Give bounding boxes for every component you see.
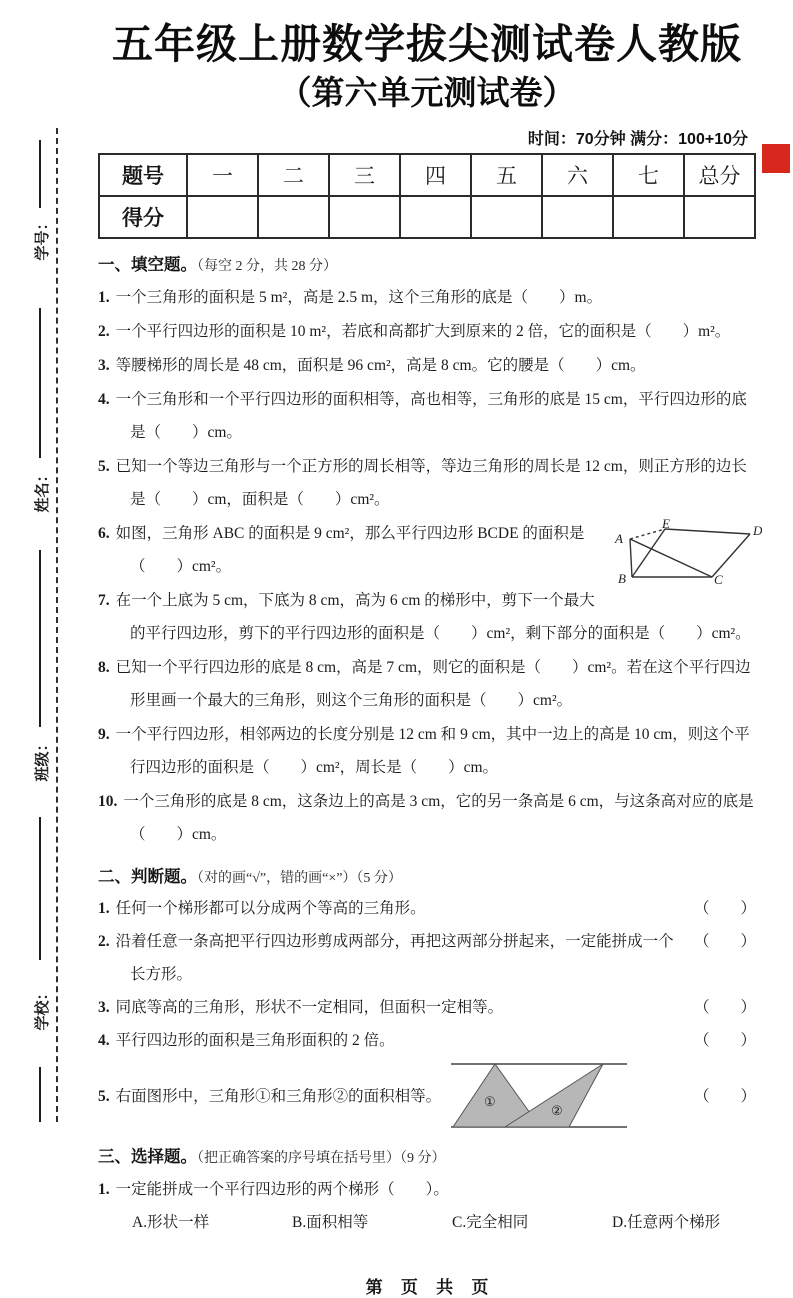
question-text: 一个三角形和一个平行四边形的面积相等，高也相等，三角形的底是 15 cm，平行四边形的底是（ ）cm。 xyxy=(115,391,747,441)
judge-question-3 xyxy=(98,991,756,1024)
question-number: 4. xyxy=(98,391,110,408)
section-judge-title: 二、判断题。 xyxy=(98,867,197,886)
question-number: 9. xyxy=(98,726,110,743)
judge-question-4 xyxy=(98,1024,756,1057)
fill-question-1 xyxy=(98,281,756,314)
question-text: 沿着任意一条高把平行四边形剪成两部分，再把这两部分拼起来，一定能拼成一个长方形。 xyxy=(115,933,674,983)
score-cell xyxy=(400,196,471,238)
question-text: 右面图形中，三角形①和三角形②的面积相等。 xyxy=(115,1087,442,1105)
point-a-label: A xyxy=(615,531,623,546)
option-d: D.任意两个梯形 xyxy=(612,1214,721,1231)
page-title: 五年级上册数学拔尖测试卷人教版 xyxy=(112,21,742,67)
score-table xyxy=(98,153,756,239)
bottom-line xyxy=(39,1067,41,1122)
choice-options xyxy=(98,1206,756,1239)
question-number: 2. xyxy=(98,323,110,340)
score-row-label: 得分 xyxy=(99,196,187,238)
score-table-score-row xyxy=(99,196,755,238)
option-c: C.完全相同 xyxy=(452,1214,529,1231)
question-number: 1. xyxy=(98,1181,110,1198)
question-number: 3. xyxy=(98,999,110,1016)
question-text: 已知一个等边三角形与一个正方形的周长相等，等边三角形的周长是 12 cm，则正方形的边长是（ ）cm，面积是（ ）cm²。 xyxy=(115,458,747,508)
answer-bracket: （ ） xyxy=(693,900,756,917)
score-cell xyxy=(613,196,684,238)
question-number: 5. xyxy=(98,458,110,475)
question-text: 在一个上底为 5 cm，下底为 8 cm，高为 6 cm 的梯形中，剪下一个最大的平行四边形，剪下的平行四边形的面积是（ ）cm²，剩下部分的面积是（ ）cm²。 xyxy=(115,592,751,642)
fill-question-9 xyxy=(98,718,756,784)
question-number: 3. xyxy=(98,357,110,374)
question-number: 5. xyxy=(98,1087,110,1105)
exam-paper xyxy=(98,18,762,1298)
school-label: 学校： xyxy=(35,985,51,1031)
question-text: 一定能拼成一个平行四边形的两个梯形（ ）。 xyxy=(115,1181,449,1198)
question-text: 一个三角形的面积是 5 m²，高是 2.5 m，这个三角形的底是（ ）m。 xyxy=(115,289,603,306)
exam-info: 时间：70分钟 满分：100+10分 xyxy=(527,131,748,148)
score-cell xyxy=(329,196,400,238)
score-col-total: 总分 xyxy=(684,154,755,196)
fill-question-7 xyxy=(98,584,756,650)
score-table-header-label: 题号 xyxy=(99,154,187,196)
section-choice-heading xyxy=(98,1144,756,1172)
answer-bracket: （ ） xyxy=(693,1087,756,1105)
score-col-5: 五 xyxy=(471,154,542,196)
question-number: 10. xyxy=(98,793,118,810)
judge-question-5 xyxy=(98,1061,756,1131)
question-number: 8. xyxy=(98,659,110,676)
score-col-4: 四 xyxy=(400,154,471,196)
choice-question-1 xyxy=(98,1173,756,1206)
dashed-separator xyxy=(56,128,58,1122)
name-line xyxy=(39,308,41,458)
score-cell xyxy=(542,196,613,238)
fill-question-6 xyxy=(98,517,762,585)
parallelogram-figure xyxy=(610,519,762,585)
option-b: B.面积相等 xyxy=(292,1214,369,1231)
class-label: 班级： xyxy=(35,736,51,782)
page-subtitle: （第六单元测试卷） xyxy=(278,74,576,111)
name-label: 姓名： xyxy=(35,467,51,513)
question-number: 2. xyxy=(98,933,110,950)
class-line xyxy=(39,550,41,727)
score-cell xyxy=(187,196,258,238)
question-text: 同底等高的三角形，形状不一定相同，但面积一定相等。 xyxy=(115,999,504,1016)
answer-bracket: （ ） xyxy=(693,999,756,1016)
question-text: 任何一个梯形都可以分成两个等高的三角形。 xyxy=(115,900,426,917)
question-number: 4. xyxy=(98,1032,110,1049)
point-c-label: C xyxy=(714,572,723,585)
section-judge-note: （对的画“√”，错的画“×”）（5 分） xyxy=(197,871,402,886)
fill-question-2 xyxy=(98,315,756,348)
section-fill-note: （每空 2 分，共 28 分） xyxy=(197,259,337,274)
score-col-3: 三 xyxy=(329,154,400,196)
point-e-label: E xyxy=(662,519,670,531)
section-fill-title: 一、填空题。 xyxy=(98,255,197,274)
option-a: A.形状一样 xyxy=(132,1214,210,1231)
question-text: 一个三角形的底是 8 cm，这条边上的高是 3 cm，它的另一条高是 6 cm，与这条高对应的底是（ ）cm。 xyxy=(123,793,754,843)
section-judge-heading xyxy=(98,864,756,892)
section-choice-note: （把正确答案的序号填在括号里）（9 分） xyxy=(197,1151,446,1166)
question-text: 一个平行四边形，相邻两边的长度分别是 12 cm 和 9 cm，其中一边上的高是 10 cm，则这个平行四边形的面积是（ ）cm²，周长是（ ）cm。 xyxy=(115,726,750,776)
score-cell xyxy=(471,196,542,238)
student-number-line xyxy=(39,140,41,208)
question-text: 一个平行四边形的面积是 10 m²，若底和高都扩大到原来的 2 倍，它的面积是（ ）m²。 xyxy=(115,323,731,340)
section-choice-title: 三、选择题。 xyxy=(98,1147,197,1166)
question-text: 平行四边形的面积是三角形面积的 2 倍。 xyxy=(115,1032,395,1049)
answer-bracket: （ ） xyxy=(693,933,756,950)
score-table-header-row xyxy=(99,154,755,196)
fill-question-4 xyxy=(98,383,756,449)
score-col-2: 二 xyxy=(258,154,329,196)
fill-question-5 xyxy=(98,450,756,516)
red-stamp-marker xyxy=(762,144,790,173)
triangle-2-label: ② xyxy=(551,1103,563,1118)
score-col-7: 七 xyxy=(613,154,684,196)
score-cell xyxy=(258,196,329,238)
question-text: 如图，三角形 ABC 的面积是 9 cm²，那么平行四边形 BCDE 的面积是（ ）cm²。 xyxy=(115,525,585,575)
student-number-label: 学号： xyxy=(35,215,51,261)
section-fill-heading xyxy=(98,252,756,280)
page-footer: 第 页 共 页 xyxy=(365,1278,489,1297)
question-number: 1. xyxy=(98,900,110,917)
point-b-label: B xyxy=(618,571,626,585)
score-col-1: 一 xyxy=(187,154,258,196)
point-d-label: D xyxy=(753,523,762,538)
judge-question-2 xyxy=(98,925,756,991)
judge-question-1 xyxy=(98,892,756,925)
fill-question-3 xyxy=(98,349,756,382)
score-col-6: 六 xyxy=(542,154,613,196)
answer-bracket: （ ） xyxy=(693,1032,756,1049)
question-number: 7. xyxy=(98,592,110,609)
school-line xyxy=(39,817,41,960)
question-number: 6. xyxy=(98,525,110,542)
triangle-1-label: ① xyxy=(484,1094,496,1109)
fill-question-8 xyxy=(98,651,756,717)
score-cell xyxy=(684,196,755,238)
triangles-figure xyxy=(451,1061,629,1131)
question-text: 已知一个平行四边形的底是 8 cm，高是 7 cm，则它的面积是（ ）cm²。若在这个平行四边形里画一个最大的三角形，则这个三角形的面积是（ ）cm²。 xyxy=(115,659,751,709)
fill-question-10 xyxy=(98,785,756,851)
question-text: 等腰梯形的周长是 48 cm，面积是 96 cm²，高是 8 cm。它的腰是（ ）cm。 xyxy=(115,357,646,374)
question-number: 1. xyxy=(98,289,110,306)
